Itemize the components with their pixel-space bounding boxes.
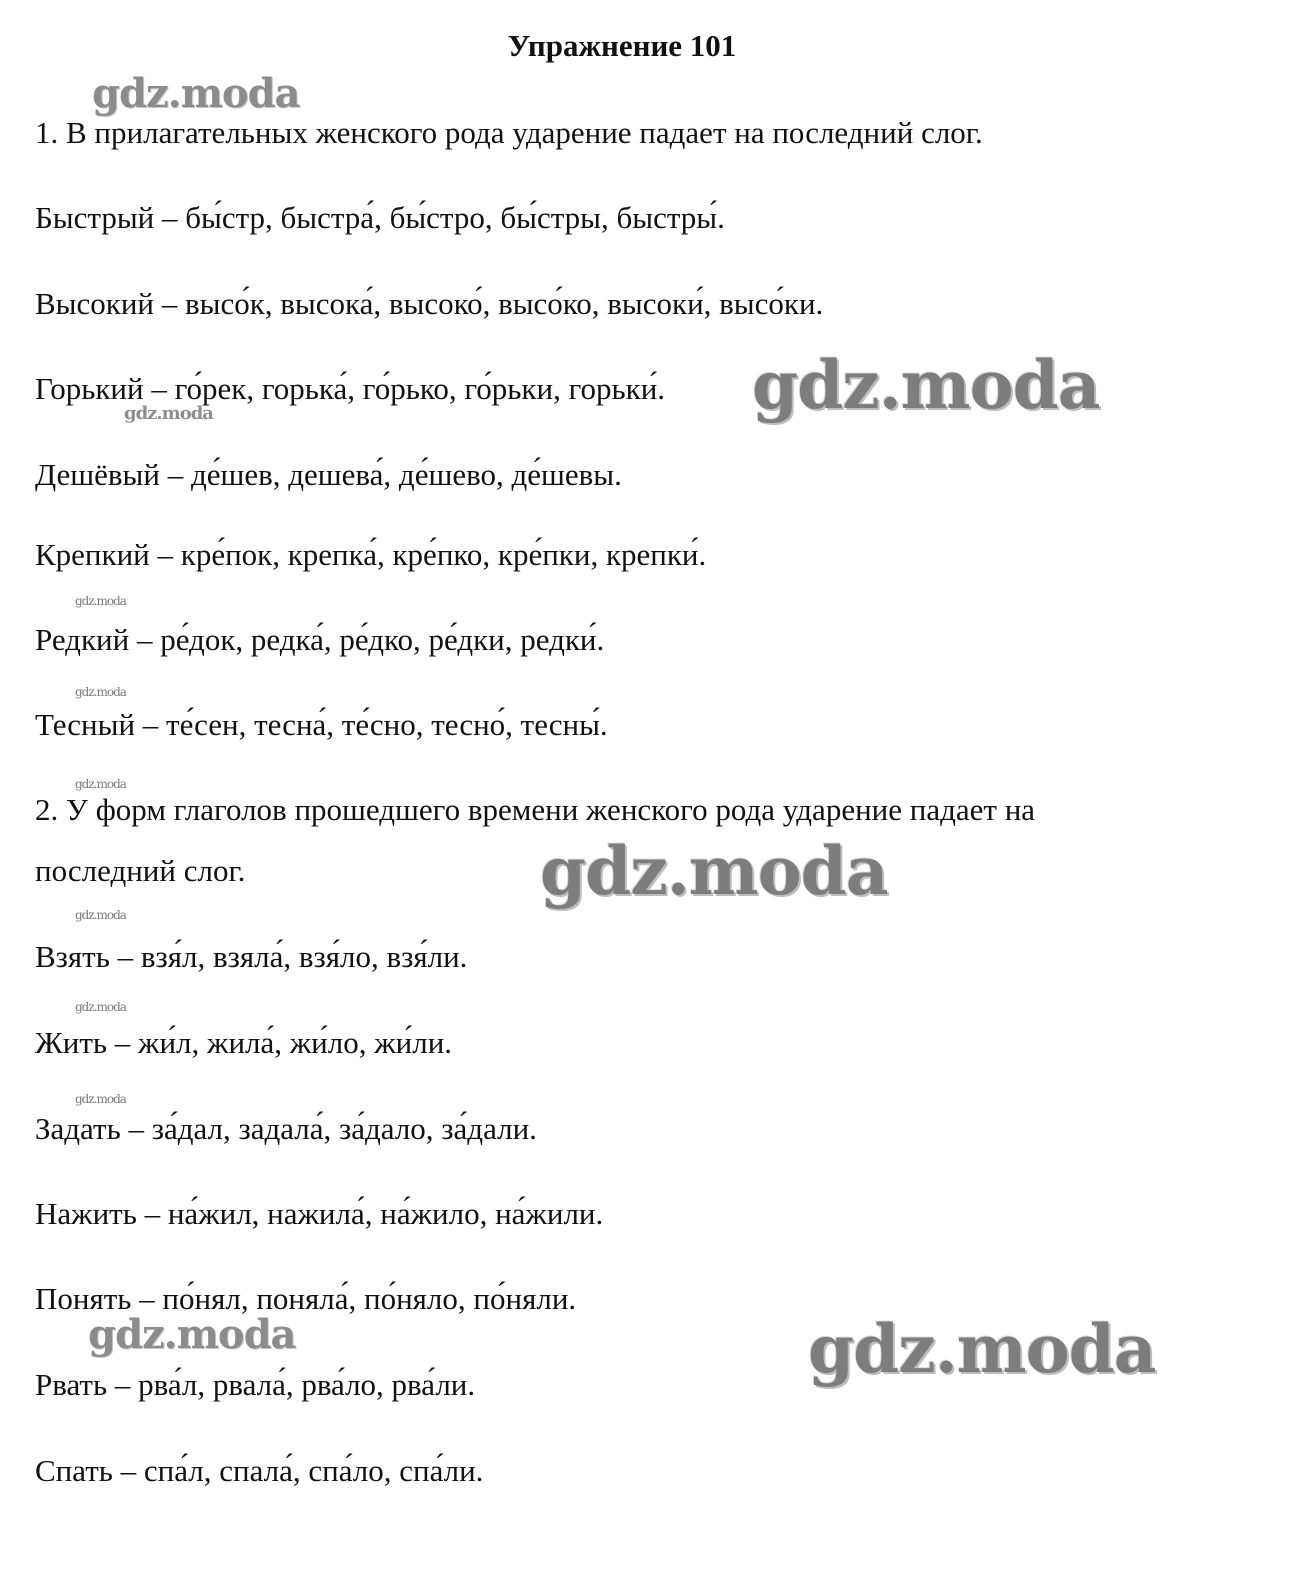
watermark: gdz.moda [75, 594, 126, 608]
watermark: gdz.moda [75, 777, 126, 791]
example-line: Высокий – высо́к, высока́, высоко́, высо́ко, высоки́, высо́ки. [35, 286, 824, 321]
example-line: Крепкий – кре́пок, крепка́, кре́пко, кре́пки, крепки́. [35, 537, 707, 572]
watermark: gdz.moda [88, 1311, 296, 1358]
watermark: gdz.moda [75, 908, 126, 922]
rule-2-text: 2. У форм глаголов прошедшего времени женского рода ударение падает на [35, 792, 1036, 827]
example-line: Рвать – рва́л, рвала́, рва́ло, рва́ли. [35, 1367, 476, 1402]
example-line: Горький – го́рек, горька́, го́рько, го́рьки, горьки́. [35, 371, 666, 406]
watermark: gdz.moda [752, 346, 1100, 424]
example-line: Понять – по́нял, поняла́, по́няло, по́няли. [35, 1281, 577, 1316]
watermark: gdz.moda [75, 685, 126, 699]
rule-1-text: 1. В прилагательных женского рода ударение падает на последний слог. [35, 115, 983, 150]
page-title: Упражнение 101 [507, 28, 737, 63]
example-line: Редкий – ре́док, редка́, ре́дко, ре́дки, редки́. [35, 622, 605, 657]
example-line: Быстрый – бы́стр, быстра́, бы́стро, бы́стры, быстры́. [35, 200, 725, 235]
example-line: Взять – взя́л, взяла́, взя́ло, взя́ли. [35, 939, 468, 974]
example-line: Спать – спа́л, спала́, спа́ло, спа́ли. [35, 1453, 484, 1488]
watermark: gdz.moda [540, 832, 888, 910]
watermark: gdz.moda [75, 1000, 126, 1014]
watermark: gdz.moda [75, 1092, 126, 1106]
watermark: gdz.moda [92, 70, 300, 117]
watermark: gdz.moda [808, 1310, 1156, 1388]
example-line: Дешёвый – де́шев, дешева́, де́шево, де́шевы. [35, 457, 622, 492]
watermark: gdz.moda [124, 403, 213, 424]
example-line: Тесный – те́сен, тесна́, те́сно, тесно́, тесны́. [35, 707, 608, 742]
example-line: Нажить – на́жил, нажила́, на́жило, на́жили. [35, 1196, 604, 1231]
example-line: Жить – жи́л, жила́, жи́ло, жи́ли. [35, 1025, 453, 1060]
example-line: Задать – за́дал, задала́, за́дало, за́дали. [35, 1111, 537, 1146]
rule-2-text-continued: последний слог. [35, 853, 246, 888]
